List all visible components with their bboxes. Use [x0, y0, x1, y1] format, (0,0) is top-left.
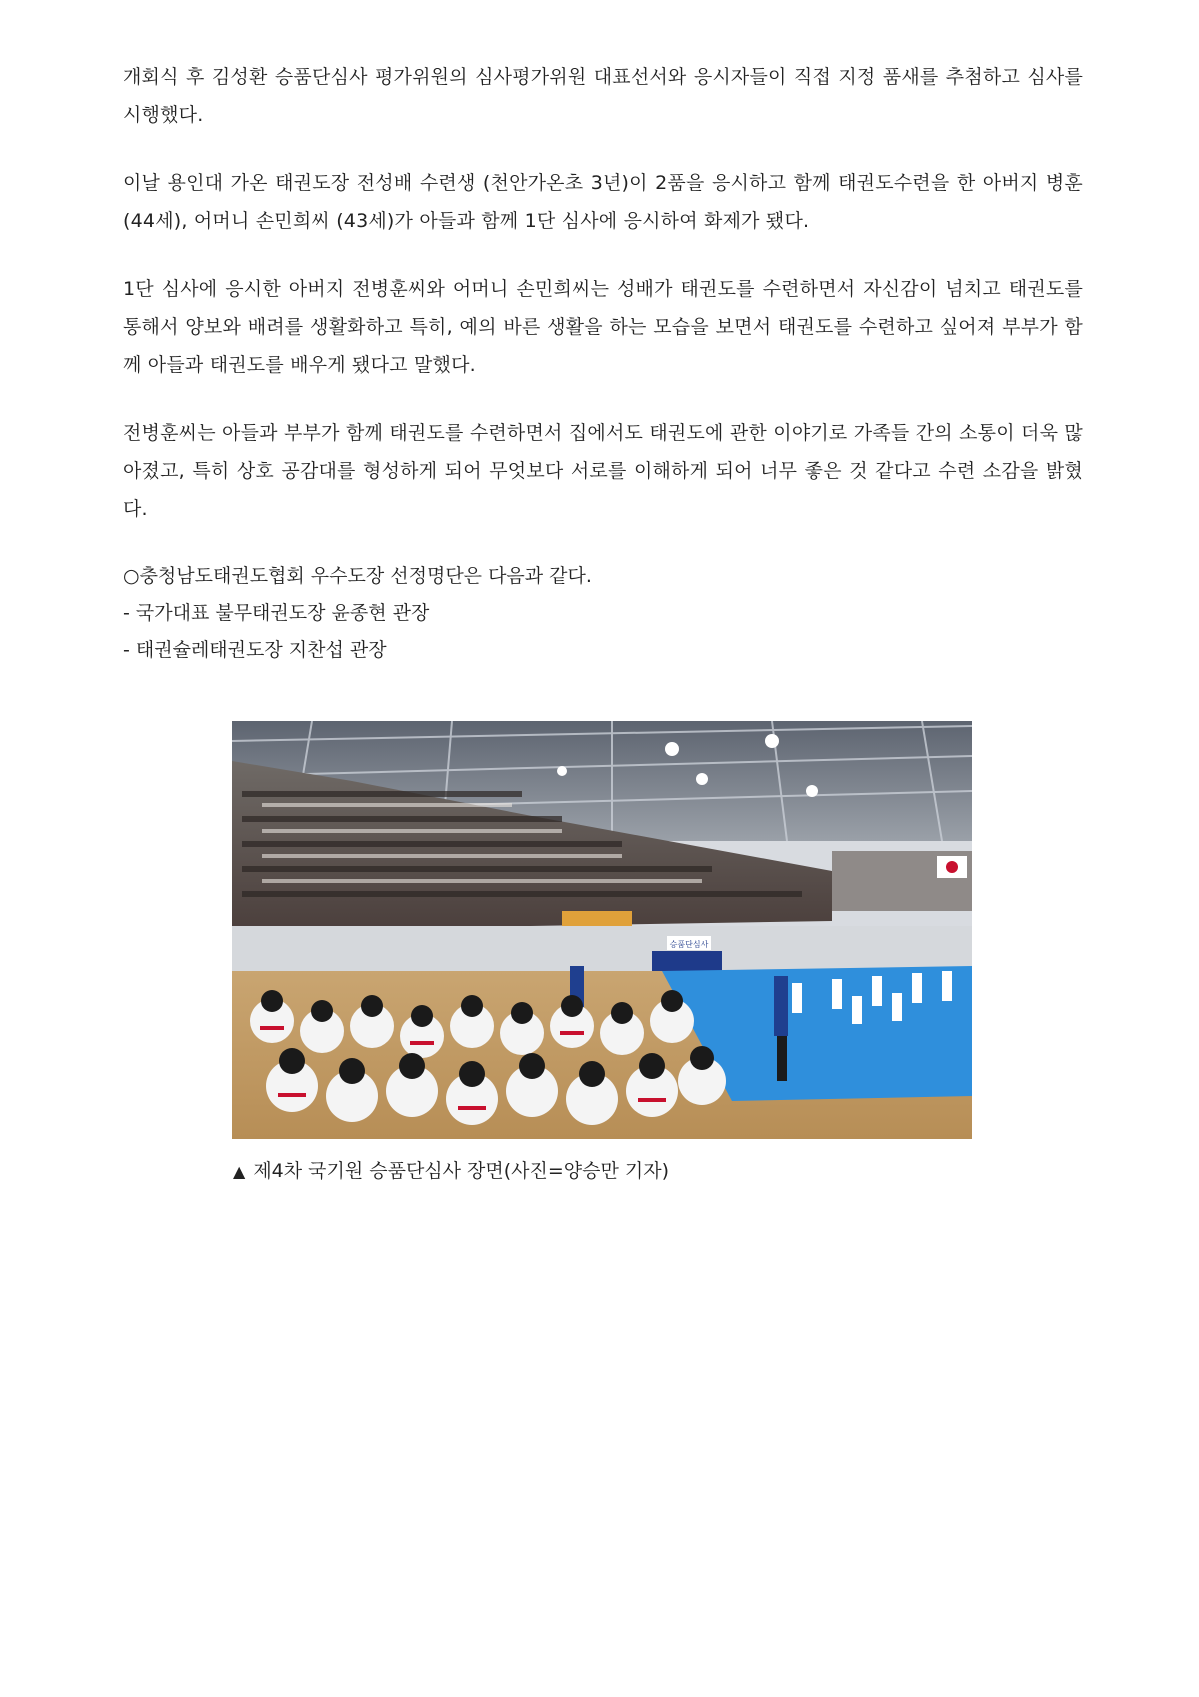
event-photo	[232, 721, 972, 1139]
triangle-up-icon: ▲	[233, 1162, 246, 1181]
photo-caption	[233, 1156, 669, 1187]
list-item: - 태권슐레태권도장 지찬섭 관장	[123, 639, 387, 661]
article-body	[123, 58, 1083, 669]
selection-list	[123, 558, 1083, 669]
paragraph-2: 이날 용인대 가온 태권도장 전성배 수련생 (천안가온초 3년)이 2품을 응시하고 함께 태권도수련을 한 아버지 병훈(44세), 어머니 손민희씨 (43세)가 아들과 함께 1단 심사에 응시하여 화제가 됐다.	[123, 172, 1083, 232]
paragraph-4: 전병훈씨는 아들과 부부가 함께 태권도를 수련하면서 집에서도 태권도에 관한 이야기로 가족들 간의 소통이 더욱 많아졌고, 특히 상호 공감대를 형성하게 되어 무엇보다 서로를 이해하게 되어 너무 좋은 것 같다고 수련 소감을 밝혔다.	[123, 422, 1083, 520]
paragraph-1: 개회식 후 김성환 승품단심사 평가위원의 심사평가위원 대표선서와 응시자들이 직접 지정 품새를 추첨하고 심사를 시행했다.	[123, 66, 1083, 126]
list-item: - 국가대표 불무태권도장 윤종현 관장	[123, 602, 430, 624]
caption-text: 제4차 국기원 승품단심사 장면(사진=양승만 기자)	[253, 1160, 670, 1182]
banner-text: 승품단심사	[669, 940, 709, 949]
paragraph-3: 1단 심사에 응시한 아버지 전병훈씨와 어머니 손민희씨는 성배가 태권도를 수련하면서 자신감이 넘치고 태권도를 통해서 양보와 배려를 생활화하고 특히, 예의 바른 생활을 하는 모습을 보면서 태권도를 수련하고 싶어져 부부가 함께 아들과 태권도를 배우게 됐다고 말했다.	[123, 278, 1083, 376]
gym-photo-illustration	[232, 721, 972, 1139]
list-heading: ○충청남도태권도협회 우수도장 선정명단은 다음과 같다.	[123, 565, 592, 587]
